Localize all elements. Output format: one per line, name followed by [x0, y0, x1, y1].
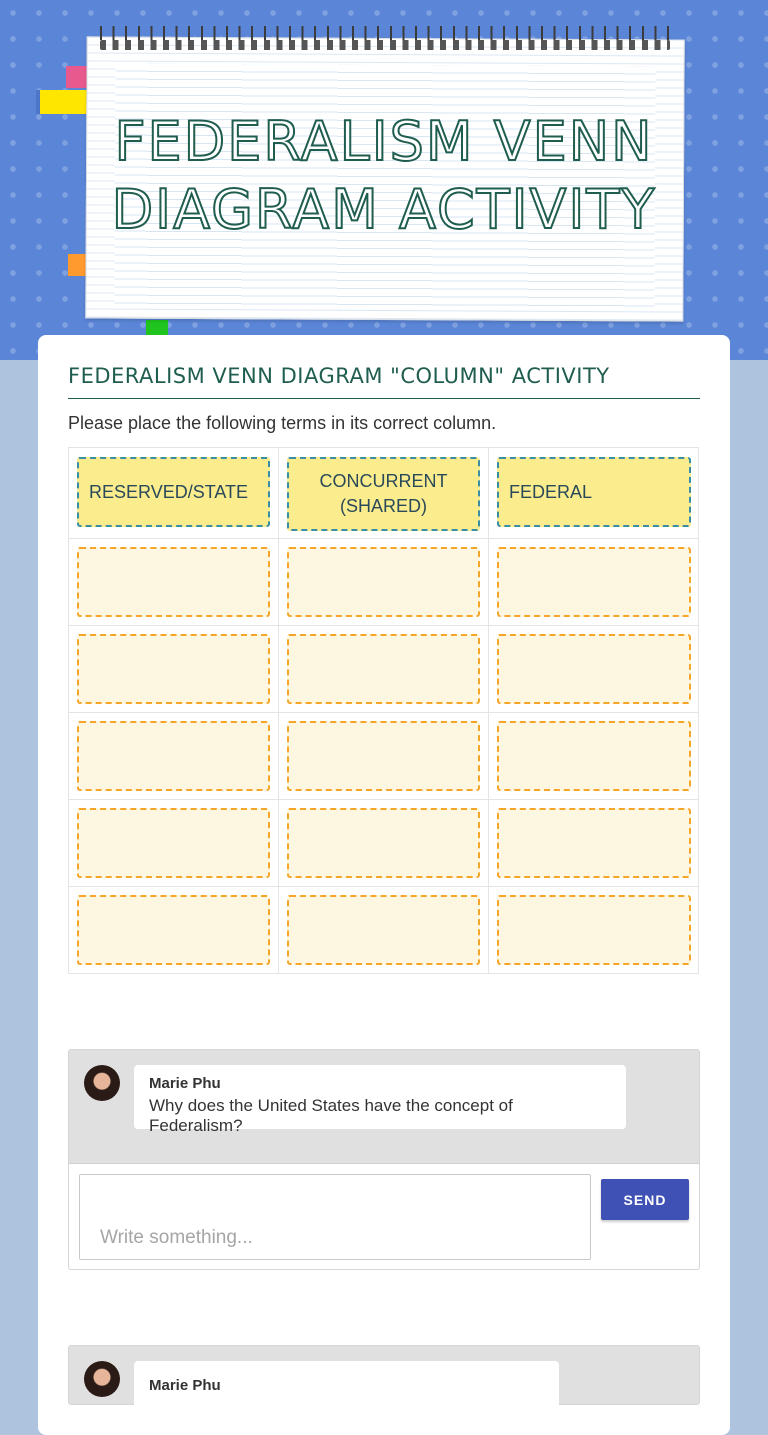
drop-zone[interactable]: [77, 547, 270, 617]
grid-cell: [279, 713, 489, 800]
comment-bubble: [134, 1361, 559, 1411]
column-header-concurrent[interactable]: CONCURRENT (SHARED): [287, 457, 480, 531]
section-title: FEDERALISM VENN DIAGRAM "COLUMN" ACTIVITY: [68, 364, 700, 399]
header-cell: [279, 448, 489, 539]
header-cell: [489, 448, 699, 539]
grid-cell: [279, 887, 489, 974]
drop-zone[interactable]: [287, 808, 480, 878]
comment-bubble: [134, 1065, 626, 1135]
drop-zone[interactable]: [497, 721, 691, 791]
avatar: [84, 1065, 120, 1101]
drop-zone[interactable]: [77, 895, 270, 965]
grid-cell: [489, 887, 699, 974]
grid-cell: [489, 800, 699, 887]
grid-cell: [489, 539, 699, 626]
comment-input[interactable]: Write something...: [79, 1174, 591, 1260]
avatar: [84, 1361, 120, 1397]
page-title: [100, 108, 668, 244]
column-header-federal[interactable]: FEDERAL: [497, 457, 691, 527]
drop-zone[interactable]: [77, 808, 270, 878]
comment-message: Why does the United States have the concept of Federalism?: [149, 1096, 513, 1135]
page-title-line2: DIAGRAM ACTIVITY: [111, 178, 657, 241]
send-button[interactable]: SEND: [601, 1179, 689, 1220]
comment-author: Marie Phu: [149, 1075, 221, 1092]
drop-zone[interactable]: [287, 895, 480, 965]
grid-cell: [279, 539, 489, 626]
drop-zone[interactable]: [77, 634, 270, 704]
drop-zone[interactable]: [287, 547, 480, 617]
grid-cell: [489, 626, 699, 713]
discussion-thread: [69, 1050, 699, 1164]
drop-zone[interactable]: [497, 808, 691, 878]
notebook-tab-yellow: [40, 90, 90, 114]
grid-cell: [279, 626, 489, 713]
column-sort-grid: [68, 447, 699, 974]
comment-author: Marie Phu: [149, 1377, 221, 1394]
drop-zone[interactable]: [287, 634, 480, 704]
grid-cell: [489, 713, 699, 800]
column-header-reserved-state[interactable]: RESERVED/STATE: [77, 457, 270, 527]
instruction-text: Please place the following terms in its correct column.: [68, 413, 497, 433]
drop-zone[interactable]: [497, 634, 691, 704]
grid-cell: [69, 539, 279, 626]
grid-cell: [279, 800, 489, 887]
discussion-box: [68, 1049, 700, 1270]
drop-zone[interactable]: [77, 721, 270, 791]
header-cell: [69, 448, 279, 539]
grid-cell: [69, 800, 279, 887]
grid-cell: [69, 626, 279, 713]
grid-cell: [69, 887, 279, 974]
discussion-box-2: [68, 1345, 700, 1405]
page-title-line1: FEDERALISM VENN: [114, 110, 654, 173]
notebook-spiral-holes: [100, 40, 670, 50]
grid-cell: [69, 713, 279, 800]
drop-zone[interactable]: [497, 547, 691, 617]
drop-zone[interactable]: [497, 895, 691, 965]
drop-zone[interactable]: [287, 721, 480, 791]
